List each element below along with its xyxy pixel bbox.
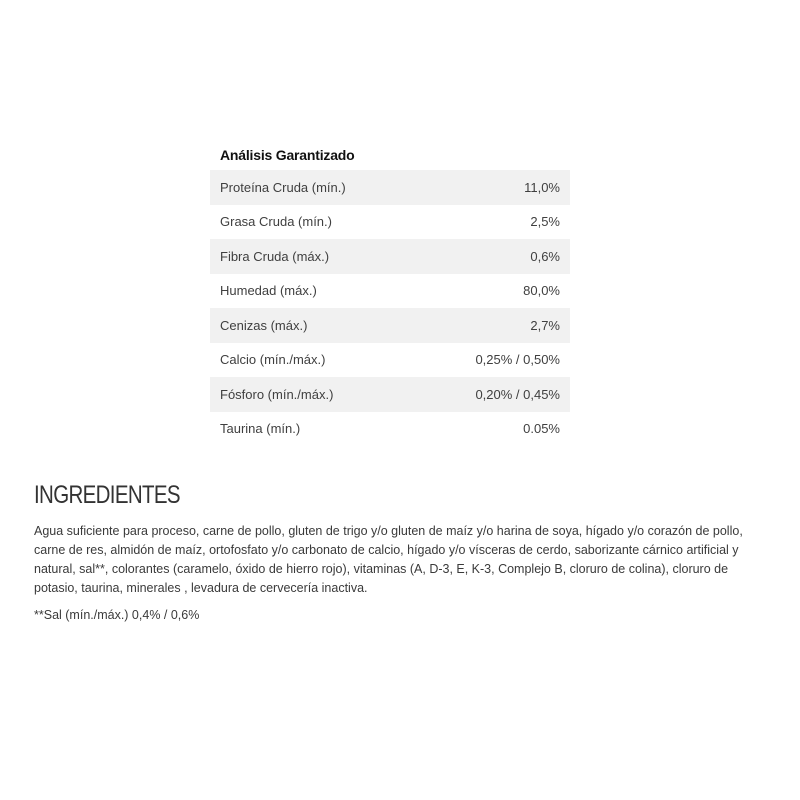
row-label: Humedad (máx.)	[220, 283, 317, 299]
analysis-row	[210, 377, 570, 412]
row-value: 0,25% / 0,50%	[475, 352, 560, 368]
row-label: Proteína Cruda (mín.)	[220, 179, 346, 195]
row-label: Grasa Cruda (mín.)	[220, 214, 332, 230]
analysis-row	[210, 274, 570, 309]
analysis-title: Análisis Garantizado	[220, 147, 355, 163]
analysis-row	[210, 205, 570, 240]
ingredients-section	[34, 478, 774, 625]
analysis-row	[210, 239, 570, 274]
salt-footnote: **Sal (mín./máx.) 0,4% / 0,6%	[34, 608, 200, 622]
row-value: 11,0%	[524, 179, 560, 195]
row-value: 0,6%	[530, 248, 560, 264]
guaranteed-analysis-table	[210, 140, 570, 446]
analysis-row	[210, 170, 570, 205]
analysis-row	[210, 343, 570, 378]
row-label: Taurina (mín.)	[220, 421, 301, 437]
ingredients-text: Agua suficiente para proceso, carne de pollo, gluten de trigo y/o gluten de maíz y/o harina de soya, hígado y/o corazón de pollo, carne de res, almidón de maíz, ortofosfato y/o carbonato de calcio, hígado y/o vísceras de cerdo, saborizante cárnico artificial y natural, sal**, colorantes (caramelo, óxido de hierro rojo), vitaminas (A, D-3, E, K-3, Complejo B, cloruro de colina), cloruro de potasio, taurina, minerales , levadura de cervecería inactiva.	[34, 524, 743, 595]
row-value: 80,0%	[523, 283, 560, 299]
analysis-row	[210, 308, 570, 343]
row-value: 2,5%	[530, 214, 560, 230]
row-label: Cenizas (máx.)	[220, 317, 308, 333]
row-label: Calcio (mín./máx.)	[220, 352, 326, 368]
ingredients-heading: INGREDIENTES	[34, 481, 180, 509]
row-label: Fibra Cruda (máx.)	[220, 248, 330, 264]
row-value: 0.05%	[523, 421, 560, 437]
row-value: 2,7%	[530, 317, 560, 333]
analysis-row	[210, 412, 570, 447]
row-label: Fósforo (mín./máx.)	[220, 386, 334, 402]
row-value: 0,20% / 0,45%	[475, 386, 560, 402]
